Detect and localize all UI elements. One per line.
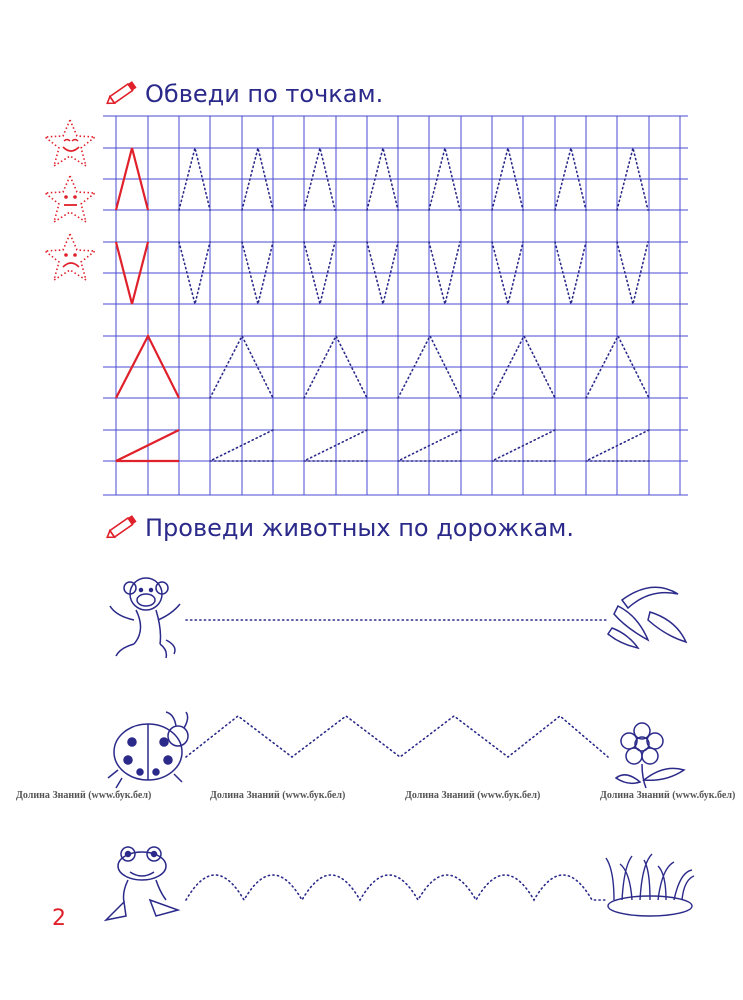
zigzag-path (186, 716, 608, 757)
task1-title: Обведи по точкам. (145, 80, 384, 108)
page-number: 2 (52, 906, 66, 931)
arc-path (186, 875, 606, 900)
watermark: Долина Знаний (www.бук.бел) (600, 790, 736, 801)
watermark: Долина Знаний (www.бук.бел) (210, 790, 346, 801)
frog-icon (106, 847, 178, 920)
watermark: Долина Знаний (www.бук.бел) (405, 790, 541, 801)
monkey-icon (110, 578, 180, 658)
grass-pond-icon (606, 854, 694, 916)
watermark: Долина Знаний (www.бук.бел) (16, 790, 152, 801)
ladybug-icon (108, 712, 188, 788)
banana-icon (608, 587, 686, 648)
task2-title: Проведи животных по дорожкам. (145, 514, 574, 542)
flower-icon (616, 723, 684, 788)
